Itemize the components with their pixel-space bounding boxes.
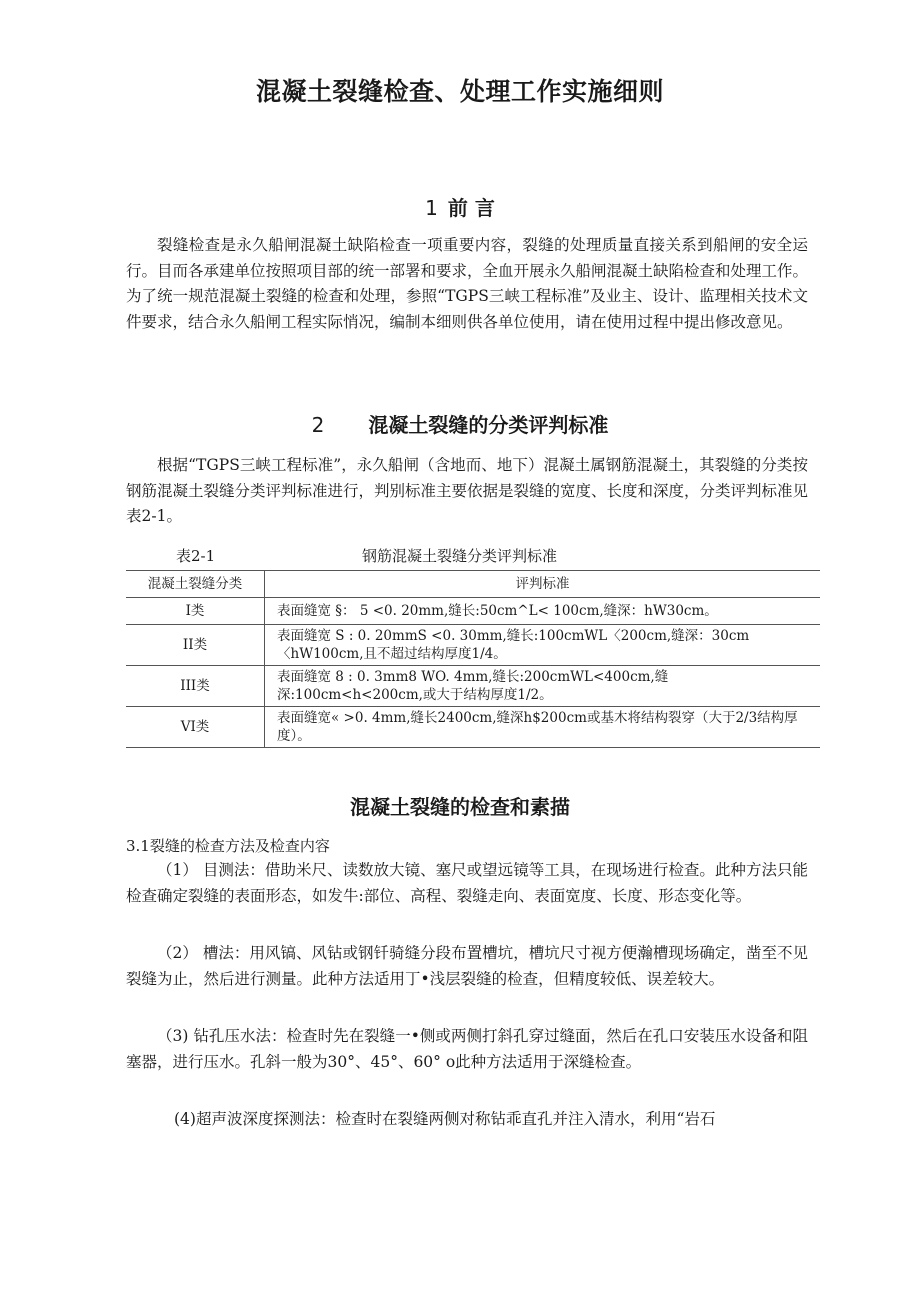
table-header-row	[126, 571, 820, 598]
section-1-heading	[0, 192, 920, 221]
section-1-title: 前 言	[447, 196, 495, 220]
table-row	[126, 666, 820, 707]
table-row	[126, 707, 820, 748]
table-cell-criteria: 表面缝宽 §： 5 <0. 20mm,缝长:50cm^L< 100cm,缝深：hW30cm。	[265, 598, 821, 625]
method-paragraph-1: （1） 目测法：借助米尺、读数放大镜、塞尺或望远镜等工具，在现场进行检查。此种方法只能检查确定裂缝的表面形态，如发牛:部位、高程、裂缝走向、表面宽度、长度、形态变化等。	[126, 861, 808, 905]
document-title: 混凝土裂缝检查、处理工作实施细则	[255, 77, 664, 106]
table-cell-category: VI类	[126, 707, 265, 748]
table-row	[126, 625, 820, 666]
section-2-paragraph: 根据“TGPS三峡工程标准”，永久船闸（含地而、地下）混凝土属钢筋混凝土，其裂缝的分类按钢筋混凝土裂缝分类评判标准进行，判别标准主要依据是裂缝的宽度、长度和深度，分类评判标准见表2-1。	[126, 456, 809, 526]
table-cell-category: II类	[126, 625, 265, 666]
table-cell-criteria: 表面缝宽 8 : 0. 3mm8 WO. 4mm,缝长:200cmWL<400cm,缝深:100cm<h<200cm,或大于结构厚度1/2。	[265, 666, 821, 707]
method-paragraph-2: （2） 槽法：用风镐、风钻或钢钎骑缝分段布置槽坑，槽坑尺寸视方便瀚槽现场确定，凿至不见裂缝为止，然后进行测量。此种方法适用丁•浅层裂缝的检查，但精度较低、误差较大。	[126, 944, 808, 988]
table-header-category: 混凝土裂缝分类	[126, 571, 265, 598]
method-paragraph-4: (4)超声波深度探测法：检查时在裂缝两侧对称钻乖直孔并注入清水，利用“岩石	[174, 1110, 716, 1128]
table-row	[126, 598, 820, 625]
table-caption-title: 钢筋混凝土裂缝分类评判标准	[362, 547, 558, 565]
section-3-1-subheading: 3.1裂缝的检查方法及检查内容	[126, 837, 330, 855]
section-2-heading	[0, 409, 920, 438]
section-1-number: 1	[425, 196, 438, 220]
section-2-number: 2	[311, 413, 325, 437]
table-cell-criteria: 表面缝宽 S : 0. 20mmS <0. 30mm,缝长:100cmWL〈200cm,缝深：30cm〈hW100cm,且不超过结构厚度1/4。	[265, 625, 821, 666]
section-2-title: 混凝土裂缝的分类评判标准	[368, 413, 609, 437]
table-cell-category: III类	[126, 666, 265, 707]
table-cell-category: I类	[126, 598, 265, 625]
crack-classification-table	[126, 570, 820, 748]
table-header-criteria: 评判标准	[265, 571, 821, 598]
section-1-paragraph: 裂缝检查是永久船闸混凝土缺陷检查一项重要内容，裂缝的处理质量直接关系到船闸的安全运行。目而各承建单位按照项目部的统一部署和要求，全血开展永久船闸混凝土缺陷检查和处理工作。为了统一规范混凝土裂缝的检查和处理，参照“TGPS三峡工程标准”及业主、设计、监理相关技术文件要求，结合永久船闸工程实际悄况，编制本细则供各单位使用，请在使用过程中提出修改意见。	[126, 236, 809, 331]
method-paragraph-3: （3) 钻孔压水法：检查时先在裂缝一•侧或两侧打斜孔穿过缝面，然后在孔口安装压水设备和阻塞器，进行压水。孔斜一般为30°、45°、60° o此种方法适用于深缝检查。	[126, 1027, 808, 1071]
table-caption-number: 表2-1	[176, 547, 216, 565]
section-3-heading: 混凝土裂缝的检查和素描	[350, 795, 570, 819]
table-cell-criteria: 表面缝宽« >0. 4mm,缝长2400cm,缝深h$200cm或基木将结构裂穿（大于2/3结构厚度）。	[265, 707, 821, 748]
